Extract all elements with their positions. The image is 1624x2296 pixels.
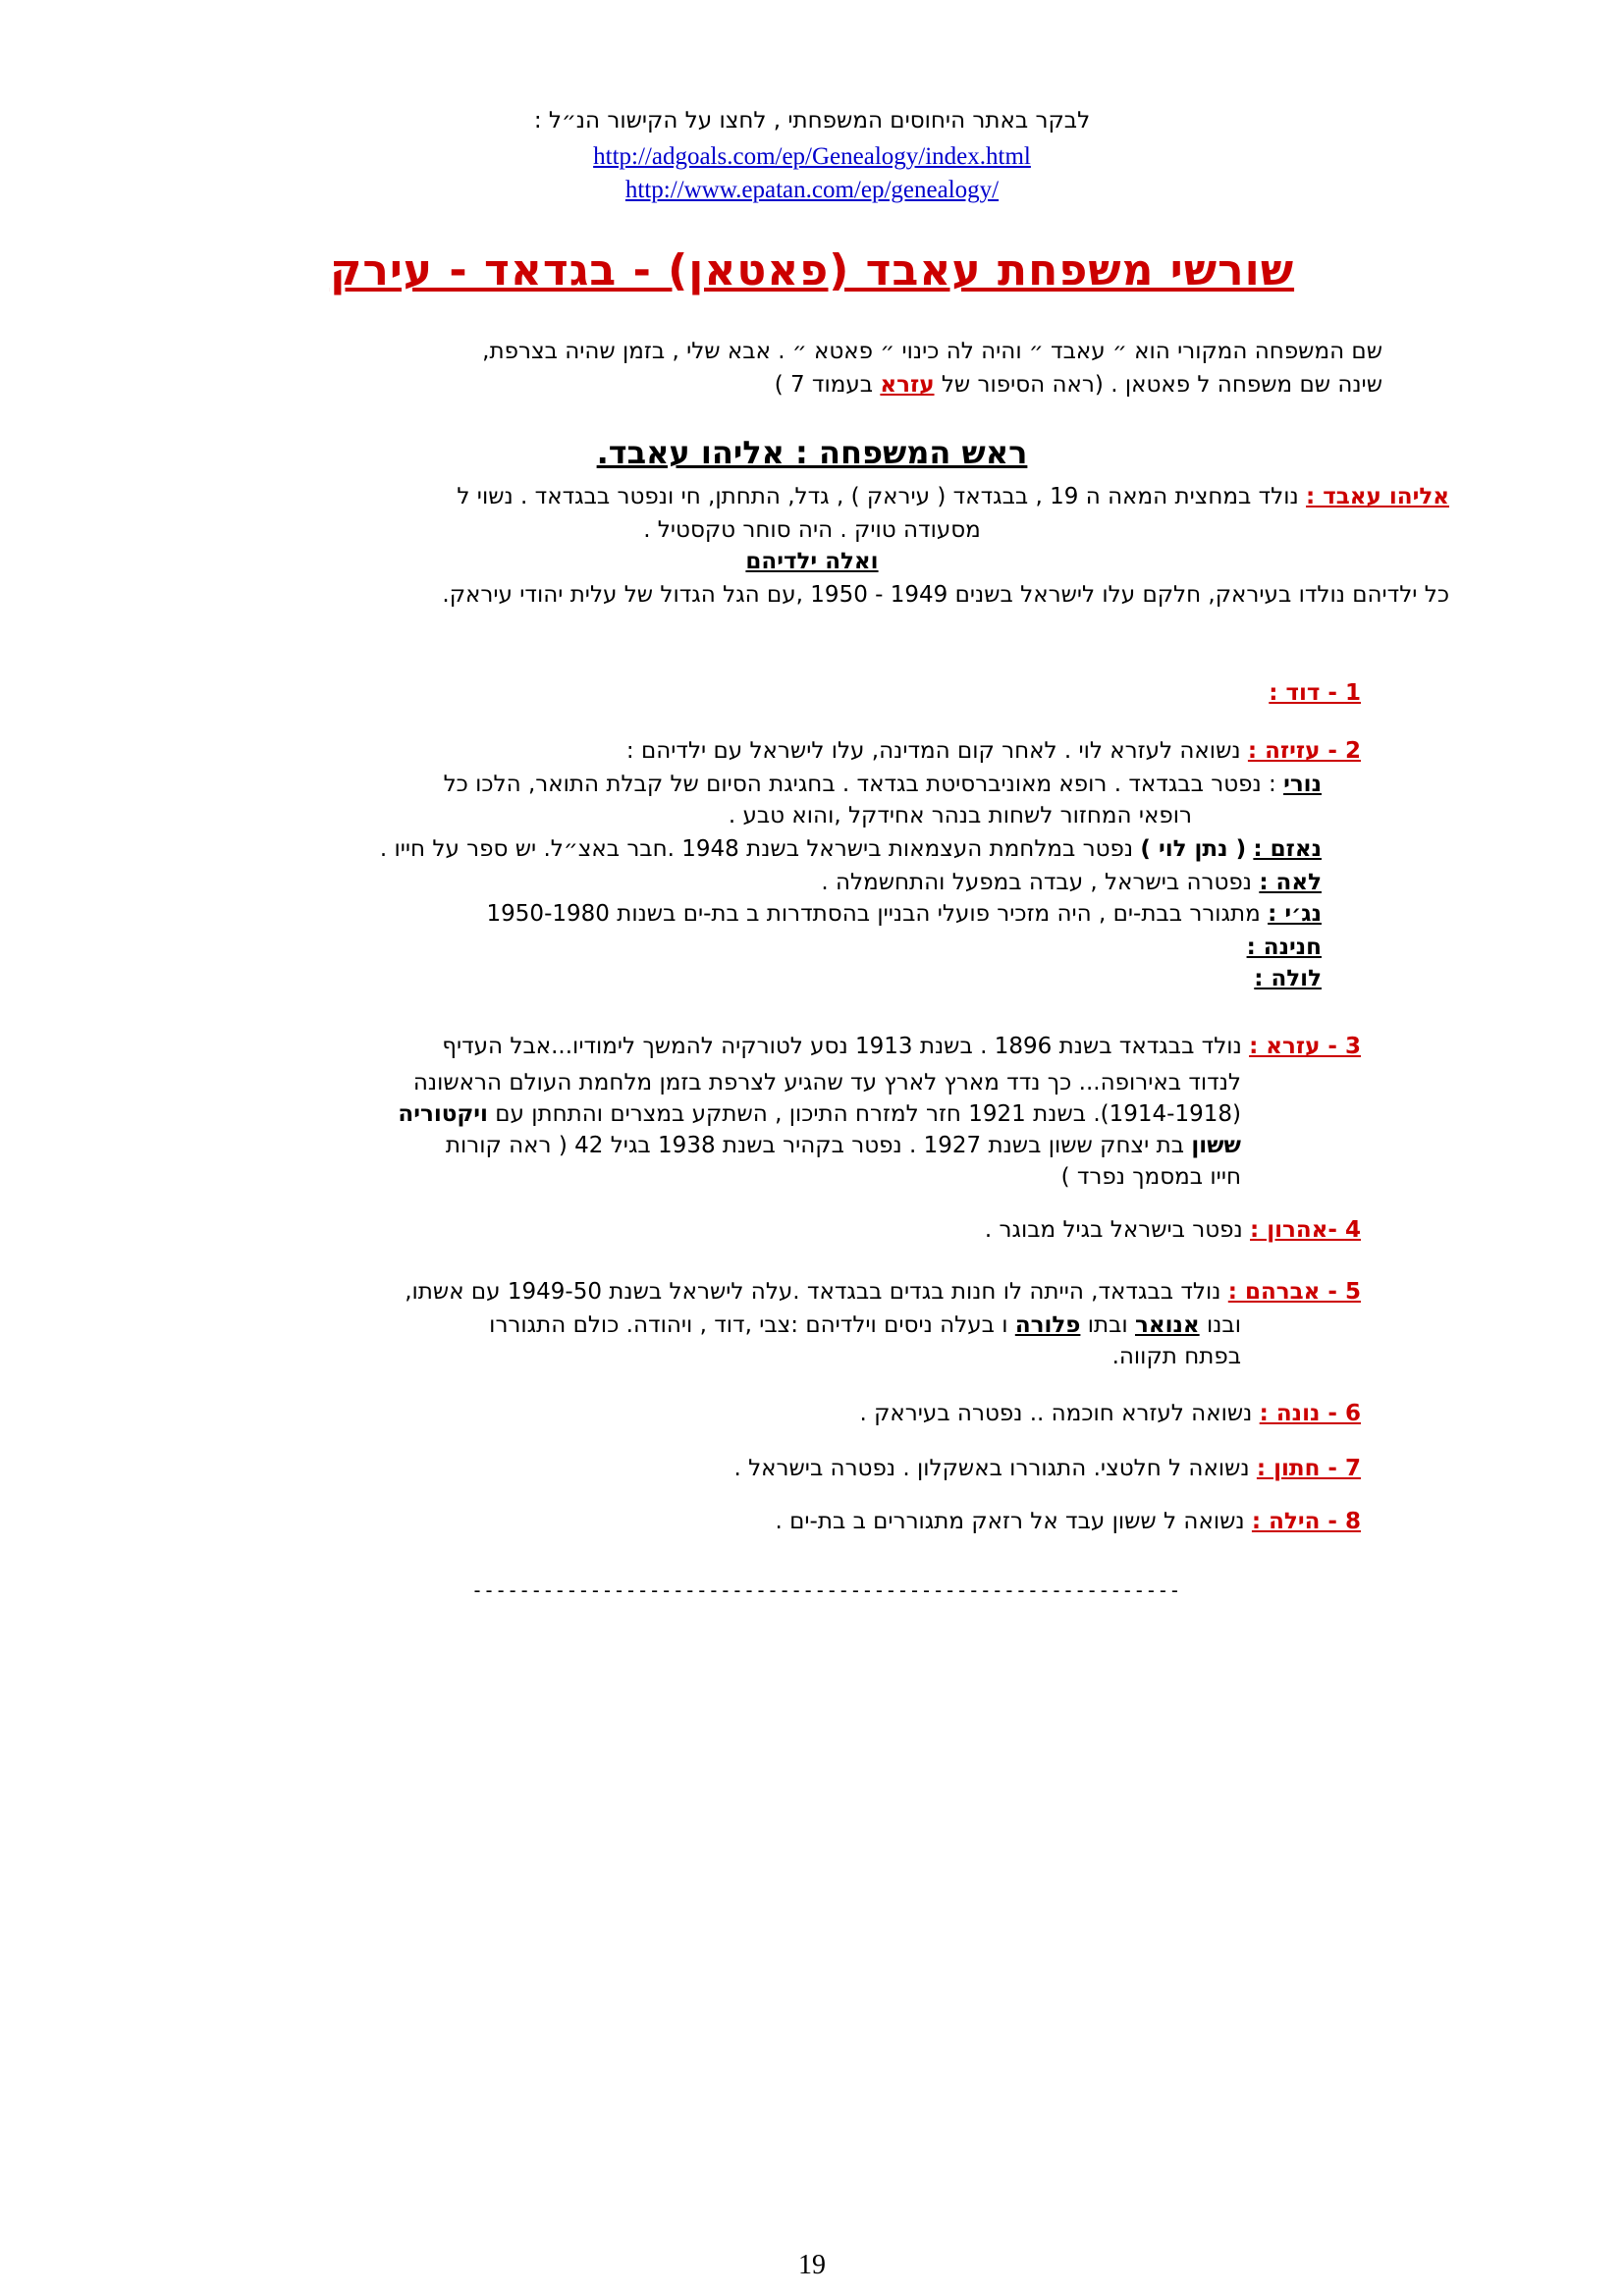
hanina-name: חנינה :	[1246, 934, 1322, 960]
child-3-row	[442, 1034, 1361, 1059]
child-6-text: נשואה לעזרא חוכמה .. נפטרה בעיראק .	[859, 1401, 1260, 1426]
child-6-label: 6 - נונה :	[1259, 1401, 1361, 1426]
child-5-row	[405, 1279, 1361, 1305]
children-heading: ואלה ילדיהם	[745, 549, 879, 574]
naji-name: נג׳י :	[1268, 901, 1322, 927]
genealogy-link-2-row	[0, 177, 1624, 204]
child-5-line-2	[489, 1312, 1241, 1338]
child-2-row	[626, 738, 1361, 764]
child-8-text: נשואה ל ששון עבד אל רזאק מתגוררים ב בת-ים .	[775, 1509, 1252, 1534]
child-3-line-4	[446, 1133, 1241, 1158]
page-number: 19	[798, 2250, 826, 2280]
page-title: שורשי משפחת עאבד (פאטאן) - בגדאד - עירק	[329, 245, 1295, 295]
child-5-line-2-pre: ובנו	[1199, 1312, 1241, 1338]
child-7-text: נשואה ל חלטצי. התגוררו באשקלון . נפטרה בישראל .	[733, 1456, 1257, 1481]
section-separator: ------------------------------------------------------------	[471, 1578, 1181, 1602]
child-1-label: 1 - דוד :	[1269, 680, 1361, 706]
children-note: כל ילדיהם נולדו בעיראק, חלקם עלו לישראל בשנים 1949 - 1950 ,עם הגל הגדול של עלית יהודי עיראק.	[442, 582, 1449, 608]
eliyahu-text-1: נולד במחצית המאה ה 19 , בבגדאד ( עיראק ) , גדל, התחתן, חי ונפטר בבגדאד . נשוי ל	[457, 484, 1307, 509]
eliyahu-line-1	[457, 484, 1449, 509]
ezra-reference[interactable]: עזרא	[880, 372, 935, 398]
intro-line-2-pre: שינה שם משפחה ל פאטאן . (ראה הסיפור של	[934, 372, 1382, 398]
lea-text: נפטרה בישראל , עבדה במפעל והתחשמלה .	[821, 870, 1260, 895]
genealogy-link-1-row	[0, 143, 1624, 171]
nazem-text: נפטר במלחמת העצמאות בישראל בשנת 1948 .חבר באצ״ל. יש ספר על חייו .	[379, 836, 1141, 862]
child-3-line-4-text: בת יצחק ששון בשנת 1927 . נפטר בקהיר בשנת 1938 בגיל 42 ( ראה קורות	[445, 1133, 1192, 1158]
child-3-line-1: נולד בבגדאד בשנת 1896 . בשנת 1913 נסע לטורקיה להמשך לימודיו...אבל העדיף	[442, 1034, 1250, 1059]
intro-line-1: שם המשפחה המקורי הוא ״ עאבד ״ והיה לה כינוי ״ פאטא ״ . אבא שלי , בזמן שהיה בצרפת,	[482, 339, 1382, 364]
child-7-row	[733, 1456, 1361, 1481]
child-3-line-3-pre: (1914-1918). בשנת 1921 חזר למזרח התיכון , השתקע במצרים והתחתן עם	[487, 1101, 1241, 1127]
child-5-line-1: נולד בבגדאד, הייתה לו חנות בגדים בבגדאד .עלה לישראל בשנת 1949-50 עם אשתו,	[405, 1279, 1228, 1305]
nuri-row	[444, 772, 1322, 797]
lea-name: לאה :	[1259, 870, 1322, 895]
child-4-text: נפטר בישראל בגיל מבוגר .	[984, 1217, 1251, 1243]
nazem-name: נאזם :	[1253, 836, 1322, 862]
child-2-label: 2 - עזיזה :	[1247, 738, 1361, 764]
lula-name: לולה :	[1254, 966, 1322, 991]
child-3-line-5: חייו במסמך נפרד )	[1060, 1164, 1241, 1190]
child-5-line-2-post: ו בעלה ניסים וילדיהם :צבי ,דוד , ויהודה. כולם התגוררו	[489, 1312, 1015, 1338]
sasson-name: ששון	[1191, 1133, 1241, 1158]
flora-name: פלורה	[1014, 1312, 1081, 1338]
victoria-name: ויקטוריה	[398, 1101, 488, 1127]
naji-text: מתגורר בבת-ים , היה מזכיר פועלי הבניין בהסתדרות ב בת-ים בשנות 1950-1980	[486, 901, 1269, 927]
child-8-label: 8 - הילה :	[1251, 1509, 1361, 1534]
hanina-row	[1247, 934, 1322, 960]
lea-row	[821, 870, 1322, 895]
eliyahu-name-label: אליהו עאבד :	[1306, 484, 1449, 509]
child-5-line-3: בפתח תקווה.	[1111, 1344, 1241, 1369]
intro-line-2-post: בעמוד 7 )	[774, 372, 881, 398]
child-3-label: 3 - עזרא :	[1249, 1034, 1361, 1059]
child-3-line-2: לנדוד באירופה... כך נדד מארץ לארץ עד שהגיע לצרפת בזמן מלחמת העולם הראשונה	[412, 1070, 1241, 1095]
lula-row	[1254, 966, 1322, 991]
child-8-row	[776, 1509, 1361, 1534]
nazem-alias: ( נתן לוי )	[1140, 836, 1247, 862]
child-3-line-3	[398, 1101, 1241, 1127]
child-6-row	[859, 1401, 1361, 1426]
intro-line-2	[775, 372, 1382, 398]
nuri-name: נורי	[1283, 772, 1322, 797]
nuri-text: : נפטר בבגדאד . רופא מאוניברסיטת בגדאד . בחגיגת הסיום של קבלת התואר, הלכו כל	[443, 772, 1284, 797]
nuri-row-2: רופאי המחזור לשחות בנהר אחידקל ,והוא טבע .	[728, 803, 1192, 828]
child-2-text: נשואה לעזרא לוי . לאחר קום המדינה, עלו לישראל עם ילדיהם :	[625, 738, 1248, 764]
genealogy-link-1[interactable]: http://adgoals.com/ep/Genealogy/index.html	[593, 143, 1031, 170]
genealogy-link-2[interactable]: http://www.epatan.com/ep/genealogy/	[624, 177, 1000, 203]
naji-row	[487, 901, 1322, 927]
anwar-name: אנואר	[1134, 1312, 1200, 1338]
child-5-line-2-mid: ובתו	[1080, 1312, 1135, 1338]
nazem-row	[380, 836, 1322, 862]
child-4-row	[985, 1217, 1361, 1243]
family-head-heading: ראש המשפחה : אליהו עאבד.	[596, 434, 1028, 471]
child-4-label: 4 -אהרון :	[1250, 1217, 1361, 1243]
eliyahu-line-2: מסעודה טויק . היה סוחר טקסטיל .	[643, 517, 981, 543]
child-1-row	[1269, 680, 1361, 706]
child-7-label: 7 - חתון :	[1256, 1456, 1361, 1481]
visit-site-text: לבקר באתר היחוסים המשפחתי , לחצו על הקישור הנ״ל :	[533, 108, 1091, 133]
child-5-label: 5 - אברהם :	[1227, 1279, 1361, 1305]
